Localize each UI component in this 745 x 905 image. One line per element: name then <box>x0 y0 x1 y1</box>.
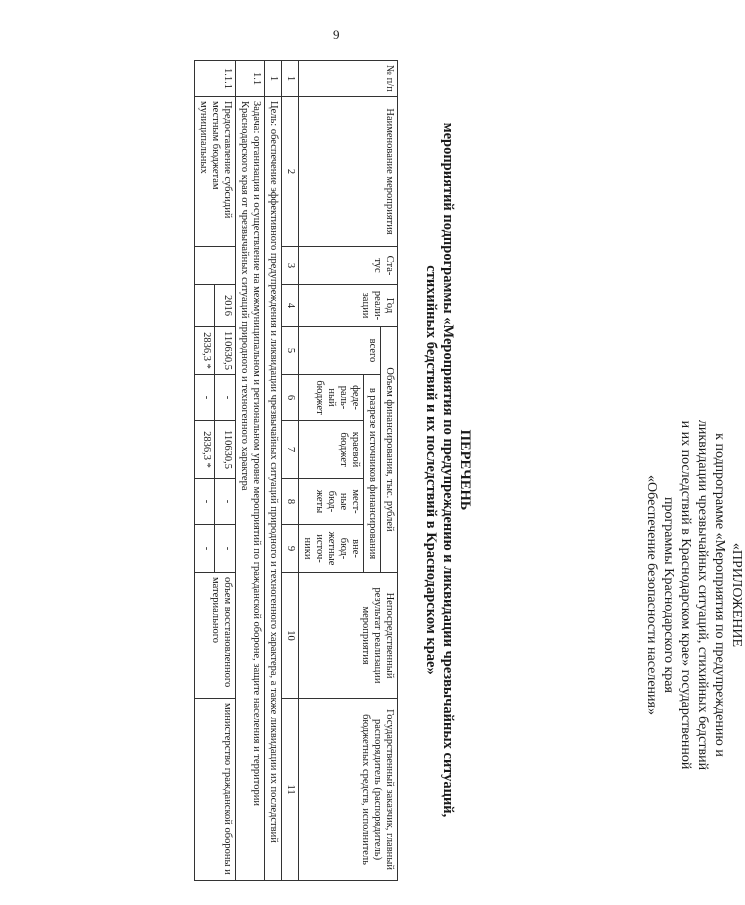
row-total: 110630,5 <box>215 327 236 375</box>
appendix-line: ликвидации чрезвычайных ситуаций, стихийных бедствий <box>695 419 710 771</box>
header-result: Непосредственный результат реализации мероприятия <box>299 573 398 699</box>
header-name: Наименование мероприятия <box>299 97 398 247</box>
header-extra: вне-бюд-жетные источ-ники <box>299 525 364 573</box>
header-total: всего <box>299 327 381 375</box>
col-number: 11 <box>282 699 299 881</box>
goal-row <box>265 61 282 881</box>
goal-text: Цель: обеспечение эффективного предупреждения и ликвидации чрезвычайных ситуаций природного и техногенного характера, а также ликвидации их последствий <box>265 97 282 881</box>
row-year-empty <box>195 285 216 327</box>
heading-line: мероприятий подпрограммы «Мероприятия по предупреждению и ликвидации чрезвычайных ситуаций, <box>440 122 456 818</box>
heading-line: стихийных бедствий и их последствий в Краснодарском крае» <box>423 265 439 675</box>
row-num: 1.1.1 <box>195 61 236 97</box>
appendix-block <box>643 360 745 830</box>
row-federal: - <box>195 375 216 421</box>
header-customer: Государственный заказчик, главный распорядитель (распорядитель) бюджетных средств, исполнитель <box>299 699 398 881</box>
header-financing: Объем финансирования, тыс. рублей <box>381 327 398 573</box>
col-number: 7 <box>282 421 299 479</box>
row-local: - <box>195 479 216 525</box>
col-number: 8 <box>282 479 299 525</box>
page-number: 9 <box>333 27 340 42</box>
row-regional: 2836,3 * <box>195 421 216 479</box>
column-number-row <box>282 61 299 881</box>
appendix-line: к подпрограмме «Мероприятия по предупреждению и <box>712 433 727 757</box>
row-total: 2836,3 * <box>195 327 216 375</box>
appendix-line: «Обеспечение безопасности населения» <box>644 475 659 715</box>
row-status <box>195 247 236 285</box>
header-federal: феде-раль-ный бюджет <box>299 375 364 421</box>
row-extra: - <box>195 525 216 573</box>
row-local: - <box>215 479 236 525</box>
heading-title: ПЕРЕЧЕНЬ <box>457 429 473 511</box>
col-number: 3 <box>282 247 299 285</box>
col-number: 9 <box>282 525 299 573</box>
task-text: Задача: организация и осуществление на межмуниципальном и региональном уровне мероприятий по гражданской обороне, защите населения и территории Краснодарского края от чрезвычайных ситуаций природного и техногенного характера <box>236 97 265 881</box>
col-number: 6 <box>282 375 299 421</box>
col-number: 2 <box>282 97 299 247</box>
task-num: 1.1 <box>236 61 265 97</box>
row-result: объем восстановленного материального <box>195 573 236 699</box>
goal-num: 1 <box>265 61 282 97</box>
header-breakdown: в разрезе источников финансирования <box>364 375 381 573</box>
header-regional: краевой бюджет <box>299 421 364 479</box>
row-year: 2016 <box>215 285 236 327</box>
row-name: Предоставление субсидий местным бюджетам муниципальных <box>195 97 236 247</box>
list-heading <box>422 60 473 880</box>
header-year: Год реали-зации <box>299 285 398 327</box>
col-number: 10 <box>282 573 299 699</box>
col-number: 5 <box>282 327 299 375</box>
rotated-page-content <box>198 60 744 880</box>
header-num: № п/п <box>299 61 398 97</box>
task-row <box>236 61 265 881</box>
col-number: 4 <box>282 285 299 327</box>
appendix-line: и их последствий в Краснодарском крае» государственной <box>678 420 693 770</box>
header-local: мест-ные бюд-жеты <box>299 479 364 525</box>
table-row <box>215 61 236 881</box>
row-extra: - <box>215 525 236 573</box>
appendix-line: программы Краснодарского края <box>661 497 676 693</box>
row-regional: 110630,5 <box>215 421 236 479</box>
row-federal: - <box>215 375 236 421</box>
col-number: 1 <box>282 61 299 97</box>
measures-table <box>194 60 398 881</box>
row-customer: министерство гражданской обороны и <box>195 699 236 881</box>
appendix-title: «ПРИЛОЖЕНИЕ <box>729 542 744 648</box>
header-status: Ста-тус <box>299 247 398 285</box>
